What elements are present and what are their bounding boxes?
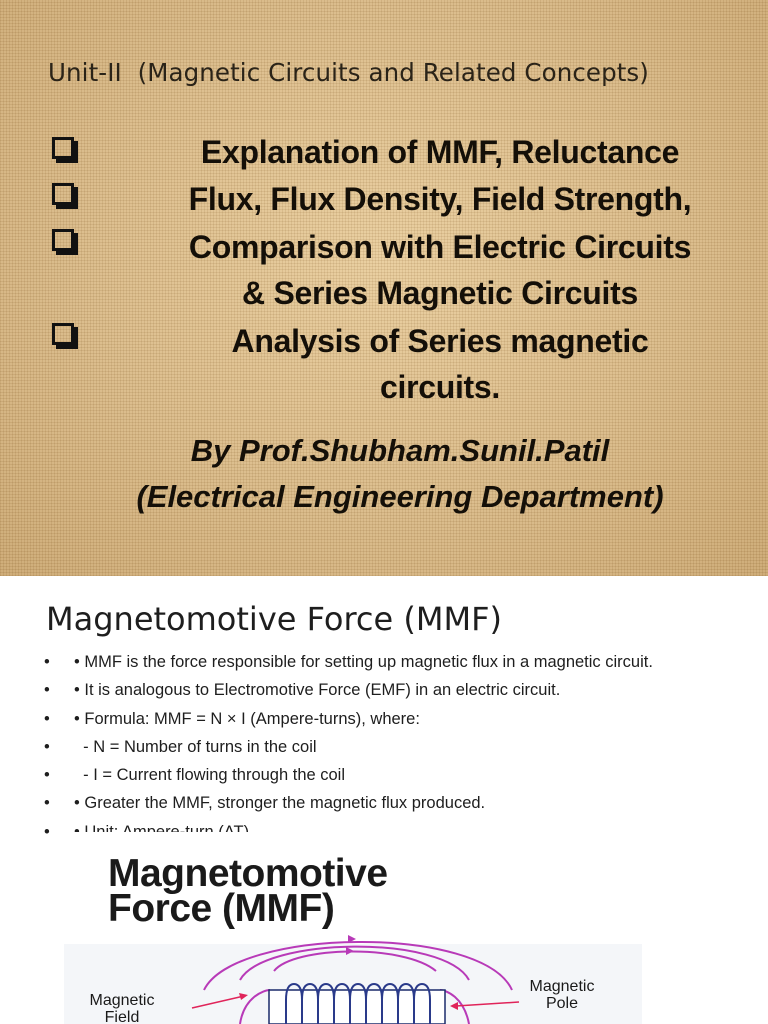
checkbox-icon <box>52 183 74 205</box>
label-magnetic-field: Magnetic Field <box>89 992 155 1024</box>
figure-title: Magnetomotive Force (MMF) <box>108 852 388 930</box>
list-item: • • It is analogous to Electromotive Force (EMF) in an electric circuit. <box>44 676 744 704</box>
core <box>269 990 445 1024</box>
list-item: • • MMF is the force responsible for setting up magnetic flux in a magnetic circuit. <box>44 648 744 676</box>
mmf-slide <box>0 576 768 1024</box>
department-name: (Electrical Engineering Department) <box>136 479 664 514</box>
topic-analysis: Analysis of Series magnetic <box>231 323 649 359</box>
field-arrow-icon <box>346 947 354 955</box>
topic-analysis-cont: circuits. <box>379 369 501 405</box>
list-item: • • Formula: MMF = N × I (Ampere-turns), where: <box>44 705 744 733</box>
pointer-arrow-icon <box>239 993 248 1000</box>
bullet-icon: • <box>44 681 50 700</box>
checkbox-icon <box>52 229 74 251</box>
unit-title: Unit-II (Magnetic Circuits and Related Concepts) <box>48 58 649 87</box>
list-item: • • Greater the MMF, stronger the magnetic flux produced. <box>44 789 744 817</box>
bullet-icon: • <box>44 737 50 756</box>
pointer-line-right <box>456 1002 519 1006</box>
checkbox-icon <box>52 323 74 345</box>
topic-series-circuits: & Series Magnetic Circuits <box>242 275 638 311</box>
checkbox-icon <box>52 137 74 159</box>
label-magnetic-pole: Magnetic Pole <box>529 978 595 1012</box>
slide-title: Magnetomotive Force (MMF) <box>46 600 502 638</box>
author-name: By Prof.Shubham.Sunil.Patil <box>190 433 610 468</box>
bullet-icon: • <box>44 709 50 728</box>
bullet-icon: • <box>44 766 50 785</box>
topic-comparison: Comparison with Electric Circuits <box>188 229 692 265</box>
topic-flux: Flux, Flux Density, Field Strength, <box>188 181 692 217</box>
list-item: • - N = Number of turns in the coil <box>44 733 744 761</box>
list-item: • - I = Current flowing through the coil <box>44 761 744 789</box>
mmf-figure <box>64 832 642 1024</box>
pointer-line-left <box>192 996 244 1008</box>
bullet-icon: • <box>44 653 50 671</box>
bullet-icon: • <box>44 822 50 841</box>
pointer-arrow-icon <box>450 1002 458 1010</box>
bullet-icon: • <box>44 794 50 813</box>
bullet-list <box>44 648 744 846</box>
topic-mmf-reluctance: Explanation of MMF, Reluctance <box>200 134 680 170</box>
